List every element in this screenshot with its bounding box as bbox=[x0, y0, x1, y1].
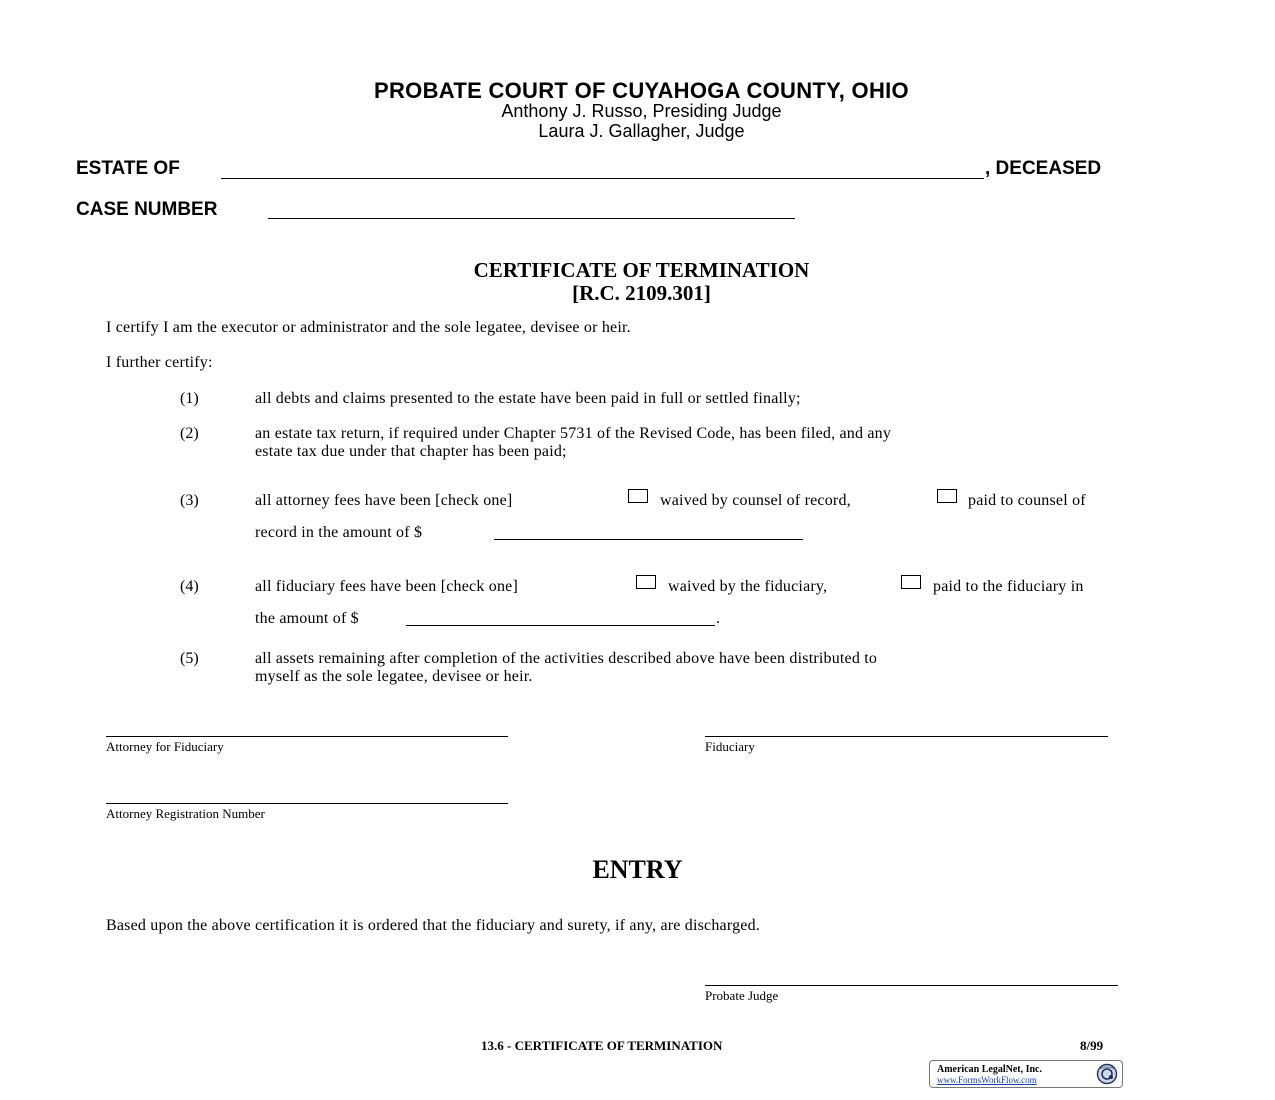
fiduciary-fees-waived-label: waived by the fiduciary, bbox=[668, 578, 828, 595]
vendor-name: American LegalNet, Inc. bbox=[937, 1064, 1042, 1075]
attorney-fees-waived-label: waived by counsel of record, bbox=[660, 492, 851, 509]
presiding-judge: Anthony J. Russo, Presiding Judge bbox=[501, 101, 782, 121]
fiduciary-signature-label: Fiduciary bbox=[705, 739, 755, 754]
judge-signature-line[interactable] bbox=[705, 985, 1118, 986]
fiduciary-fees-amount-field[interactable] bbox=[406, 625, 715, 626]
item-number: (4) bbox=[180, 578, 199, 595]
attorney-signature-line[interactable] bbox=[106, 736, 508, 737]
attorney-fees-amount-field[interactable] bbox=[494, 539, 803, 540]
item-number: (5) bbox=[180, 650, 199, 667]
item-text: an estate tax return, if required under Chapter 5731 of the Revised Code, has been filed, and any bbox=[255, 425, 892, 442]
attorney-fees-amount-label: record in the amount of $ bbox=[255, 524, 423, 541]
estate-name-field[interactable] bbox=[221, 178, 984, 179]
globe-logo-icon bbox=[1095, 1063, 1119, 1085]
judge-signature-label: Probate Judge bbox=[705, 988, 779, 1003]
entry-text: Based upon the above certification it is ordered that the fiduciary and surety, if any, are discharged. bbox=[106, 917, 760, 934]
item-number: (3) bbox=[180, 492, 199, 509]
item-text: all debts and claims presented to the estate have been paid in full or settled finally; bbox=[255, 390, 801, 407]
vendor-url[interactable]: www.FormsWorkFlow.com bbox=[937, 1075, 1037, 1085]
fiduciary-fees-amount-label: the amount of $ bbox=[255, 610, 359, 627]
case-number-field[interactable] bbox=[268, 218, 795, 219]
fiduciary-signature-line[interactable] bbox=[705, 736, 1108, 737]
form-date: 8/99 bbox=[1080, 1038, 1104, 1053]
vendor-badge[interactable] bbox=[929, 1060, 1123, 1088]
attorney-fees-paid-label: paid to counsel of bbox=[968, 492, 1086, 509]
attorney-signature-label: Attorney for Fiduciary bbox=[106, 739, 224, 754]
attorney-fees-lead: all attorney fees have been [check one] bbox=[255, 492, 513, 509]
item-text: all assets remaining after completion of the activities described above have been distributed to bbox=[255, 650, 878, 667]
entry-title: ENTRY bbox=[592, 855, 683, 884]
fiduciary-fees-paid-label: paid to the fiduciary in bbox=[933, 578, 1084, 595]
attorney-fees-paid-checkbox[interactable] bbox=[937, 489, 957, 503]
deceased-label: , DECEASED bbox=[985, 158, 1102, 179]
item-number: (1) bbox=[180, 390, 199, 407]
fiduciary-fees-lead: all fiduciary fees have been [check one] bbox=[255, 578, 518, 595]
statute-reference: [R.C. 2109.301] bbox=[572, 281, 711, 305]
amount-period: . bbox=[716, 610, 721, 627]
attorney-fees-waived-checkbox[interactable] bbox=[628, 489, 648, 503]
judge: Laura J. Gallagher, Judge bbox=[538, 121, 745, 141]
court-title: PROBATE COURT OF CUYAHOGA COUNTY, OHIO bbox=[374, 78, 909, 103]
fiduciary-fees-waived-checkbox[interactable] bbox=[636, 575, 656, 589]
further-certify: I further certify: bbox=[106, 354, 213, 371]
item-number: (2) bbox=[180, 425, 199, 442]
form-number: 13.6 - CERTIFICATE OF TERMINATION bbox=[481, 1038, 723, 1053]
registration-number-label: Attorney Registration Number bbox=[106, 806, 265, 821]
fiduciary-fees-paid-checkbox[interactable] bbox=[901, 575, 921, 589]
item-text-continued: estate tax due under that chapter has been paid; bbox=[255, 443, 567, 460]
registration-number-line[interactable] bbox=[106, 803, 508, 804]
estate-label: ESTATE OF bbox=[76, 158, 180, 179]
item-text-continued: myself as the sole legatee, devisee or heir. bbox=[255, 668, 533, 685]
certificate-title: CERTIFICATE OF TERMINATION bbox=[473, 258, 810, 282]
certify-intro: I certify I am the executor or administrator and the sole legatee, devisee or heir. bbox=[106, 319, 631, 336]
case-number-label: CASE NUMBER bbox=[76, 199, 218, 220]
